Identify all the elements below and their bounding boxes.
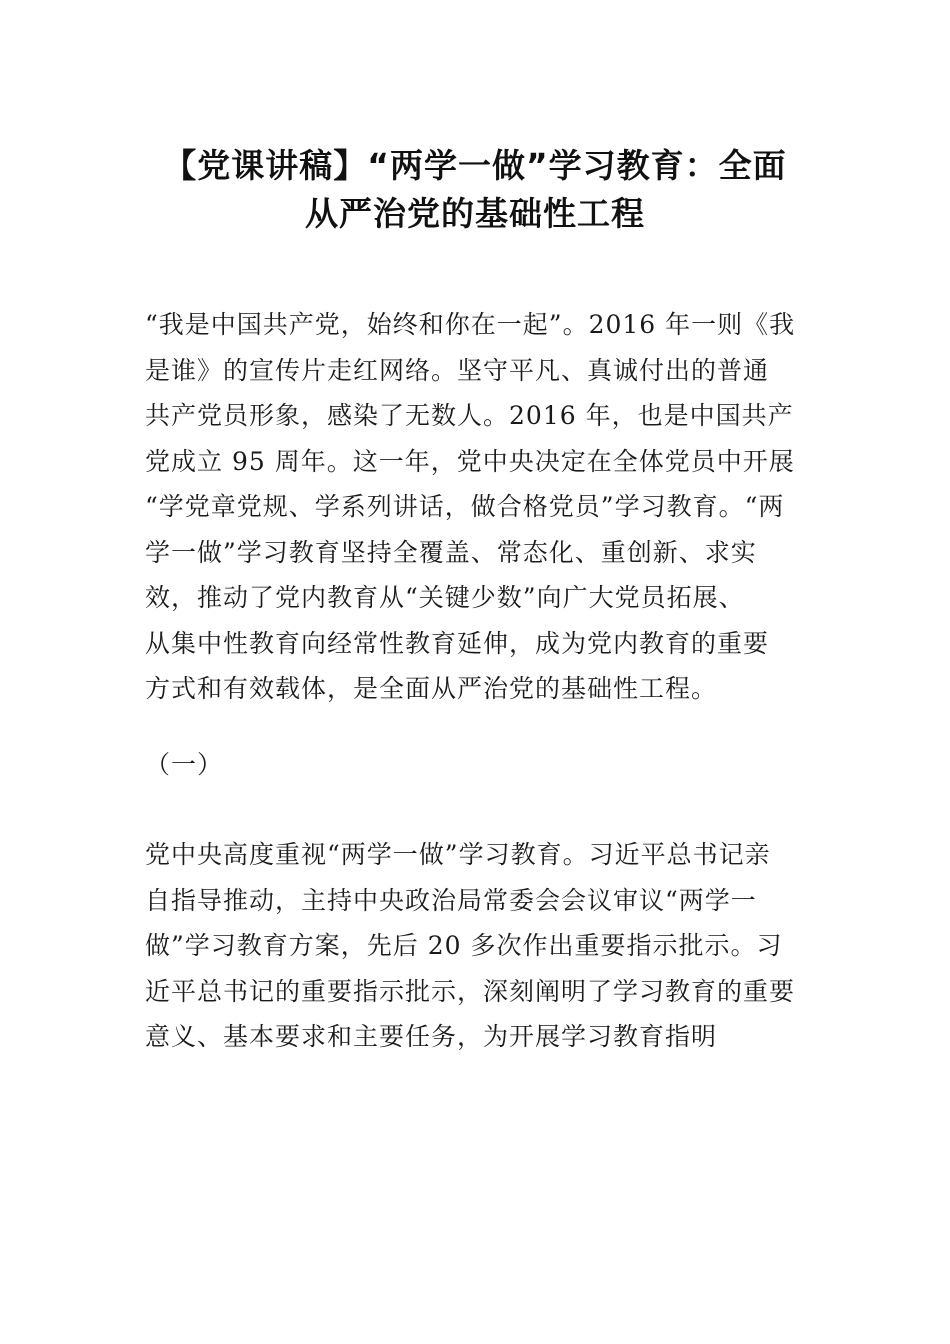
- title-line: 【党课讲稿】“两学一做”学习教育：全面: [163, 146, 787, 185]
- paragraph-line: 自指导推动，主持中央政治局常委会会议审议“两学一: [145, 885, 757, 915]
- paragraph-line: 意义、基本要求和主要任务，为开展学习教育指明: [145, 1022, 718, 1051]
- paragraph-section-one: [145, 832, 845, 1060]
- paragraph-line: 学一做”学习教育坚持全覆盖、常态化、重创新、求实: [145, 537, 757, 567]
- paragraph-intro: [145, 302, 845, 712]
- section-heading: （一）: [145, 750, 224, 779]
- paragraph-line: 党中央高度重视“两学一做”学习教育。习近平总书记亲: [145, 840, 771, 869]
- paragraph-line: 做”学习教育方案，先后 20 多次作出重要指示批示。习: [145, 931, 783, 960]
- paragraph-line: 方式和有效载体，是全面从严治党的基础性工程。: [145, 674, 718, 703]
- paragraph-line: 党成立 95 周年。这一年，党中央决定在全体党员中开展: [145, 446, 795, 476]
- paragraph-line: 共产党员形象，感染了无数人。2016 年，也是中国共产: [145, 401, 794, 430]
- paragraph-line: 效，推动了党内教育从“关键少数”向广大党员拓展、: [145, 583, 745, 612]
- paragraph-line: 从集中性教育向经常性教育延伸，成为党内教育的重要: [145, 628, 770, 658]
- document-title: [100, 142, 850, 238]
- paragraph-line: “学党章党规、学系列讲话，做合格党员”学习教育。“两: [145, 492, 785, 521]
- title-line: 从严治党的基础性工程: [305, 194, 645, 233]
- paragraph-line: “我是中国共产党，始终和你在一起”。2016 年一则《我: [145, 310, 796, 339]
- paragraph-line: 是谁》的宣传片走红网络。坚守平凡、真诚付出的普通: [145, 355, 770, 385]
- paragraph-line: 近平总书记的重要指示批示，深刻阐明了学习教育的重要: [145, 976, 796, 1006]
